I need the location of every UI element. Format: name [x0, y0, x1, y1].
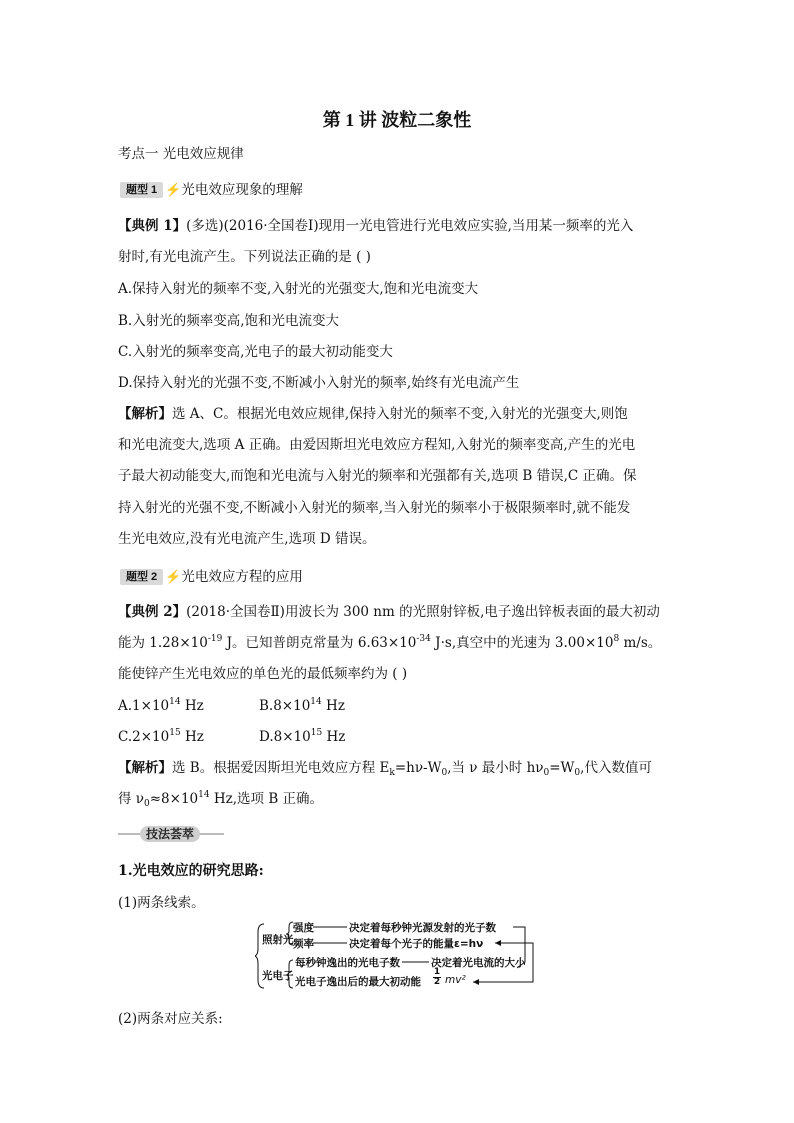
example-1-line-2: 射时,有光电流产生。下列说法正确的是 ( ): [118, 249, 371, 265]
exponent: 14: [169, 697, 181, 707]
clue-subheading: (1)两条线索。: [118, 895, 205, 911]
example-label: 【典例 1】: [118, 218, 187, 234]
exponent: -34: [416, 634, 431, 644]
example-1-line-1: [118, 216, 633, 236]
text: Hz: [180, 698, 204, 714]
text: Hz: [321, 698, 345, 714]
example-2-line-1: [118, 602, 660, 622]
text: J·s,真空中的光速为 3.00×10: [430, 635, 614, 651]
kinetic-energy-text: 光电子逸出后的最大初动能: [295, 976, 421, 988]
text: A.1×10: [118, 698, 170, 714]
frequency-label: 频率: [293, 938, 314, 950]
numerator: 1: [433, 967, 441, 977]
text: B.8×10: [259, 698, 311, 714]
lightning-icon: ⚡: [165, 570, 182, 585]
text: 得 ν: [118, 791, 144, 807]
intensity-text: 决定着每秒钟光源发射的光子数: [349, 922, 496, 934]
analysis-label: 【解析】: [118, 406, 172, 422]
analysis-2-line-1: [118, 758, 652, 778]
example-label: 【典例 2】: [118, 604, 187, 620]
type-tag: 题型 2: [120, 569, 163, 585]
skills-banner: [118, 826, 224, 842]
analysis-1-line-4: 持入射光的光强不变,不断减小入射光的频率,当入射光的频率小于极限频率时,就不能发: [118, 500, 631, 516]
text: Hz,选项 B 正确。: [209, 791, 324, 807]
exponent: 15: [310, 728, 323, 738]
text: J。已知普朗克常量为 6.63×10: [222, 635, 417, 651]
example-2-line-2: [118, 633, 661, 653]
analysis-1-line-2: 和光电流变大,选项 A 正确。由爱因斯坦光电效应方程知,入射光的频率变高,产生的光电: [118, 437, 636, 453]
section-heading: 考点一 光电效应规律: [118, 146, 244, 162]
photoelectric-diagram: [255, 918, 545, 994]
type-title: 光电效应方程的应用: [181, 569, 303, 585]
subscript: 0: [144, 799, 150, 809]
lightning-icon: ⚡: [165, 183, 182, 198]
option-c: C.入射光的频率变高,光电子的最大初动能变大: [118, 344, 393, 360]
option-d: D.保持入射光的光强不变,不断减小入射光的频率,始终有光电流产生: [118, 375, 520, 391]
option-b: B.入射光的频率变高,饱和光电流变大: [118, 313, 340, 329]
exponent: 15: [169, 728, 181, 738]
text: C.2×10: [118, 729, 170, 745]
mv-squared: mv²: [445, 974, 466, 986]
type-1-heading: [120, 180, 303, 201]
incident-light-label: 照射光: [262, 934, 294, 946]
text: ,代入数值可: [580, 760, 652, 776]
relation-subheading: (2)两条对应关系:: [118, 1011, 223, 1027]
page-title: 第 1 讲 波粒二象性: [322, 110, 472, 130]
text: ≈8×10: [149, 791, 199, 807]
intensity-label: 强度: [293, 922, 314, 934]
subscript: 0: [441, 768, 448, 778]
denominator: 2: [433, 977, 441, 987]
option-a: A.保持入射光的频率不变,入射光的光强变大,饱和光电流变大: [118, 281, 479, 297]
analysis-1-line-3: 子最大初动能变大,而饱和光电流与入射光的频率和光强都有关,选项 B 错误,C 正确。保: [118, 468, 637, 484]
exponent: -19: [207, 634, 223, 644]
text: Hz: [322, 729, 346, 745]
text: =hν-W: [394, 760, 442, 776]
example-text: (多选)(2016·全国卷Ⅰ)现用一光电管进行光电效应实验,当用某一频率的光入: [186, 218, 634, 234]
exponent: 8: [613, 634, 620, 644]
banner-label: 技法荟萃: [140, 826, 200, 842]
option-c: [118, 727, 204, 747]
option-b: [259, 696, 345, 716]
text: Hz: [180, 729, 204, 745]
type-tag: 题型 1: [120, 182, 163, 198]
subscript: 0: [543, 768, 550, 778]
photoelectron-label: 光电子: [262, 970, 294, 982]
subscript: k: [389, 768, 395, 778]
current-text: 决定着光电流的大小: [431, 957, 526, 969]
research-heading: 1.光电效应的研究思路:: [118, 863, 264, 879]
text: D.8×10: [259, 729, 311, 745]
exponent: 14: [310, 697, 322, 707]
analysis-1-line-1: [118, 404, 628, 424]
analysis-1-line-5: 生光电效应,没有光电流产生,选项 D 错误。: [118, 531, 376, 547]
text: 选 B。根据爱因斯坦光电效应方程 E: [172, 760, 390, 776]
exponent: 14: [198, 790, 210, 800]
text: =W: [549, 760, 575, 776]
type-2-heading: [120, 567, 303, 588]
text: 能为 1.28×10: [118, 635, 208, 651]
frequency-text: 决定着每个光子的能量ε=hν: [349, 938, 484, 950]
analysis-2-line-2: [118, 789, 323, 809]
example-text: (2018·全国卷Ⅱ)用波长为 300 nm 的光照射锌板,电子逸出锌板表面的最大初动: [186, 604, 660, 620]
analysis-text: 选 A、C。根据光电效应规律,保持入射光的频率不变,入射光的光强变大,则饱: [172, 406, 628, 422]
option-d: [259, 727, 345, 747]
electron-count-label: 每秒钟逸出的光电子数: [295, 957, 400, 969]
text: m/s。: [619, 635, 662, 651]
text: ,当 ν 最小时 hν: [447, 760, 544, 776]
type-title: 光电效应现象的理解: [181, 182, 303, 198]
fraction: [433, 968, 441, 987]
analysis-label: 【解析】: [118, 760, 172, 776]
subscript: 0: [574, 768, 581, 778]
option-a: [118, 696, 204, 716]
example-2-line-3: 能使锌产生光电效应的单色光的最低频率约为 ( ): [118, 666, 408, 682]
